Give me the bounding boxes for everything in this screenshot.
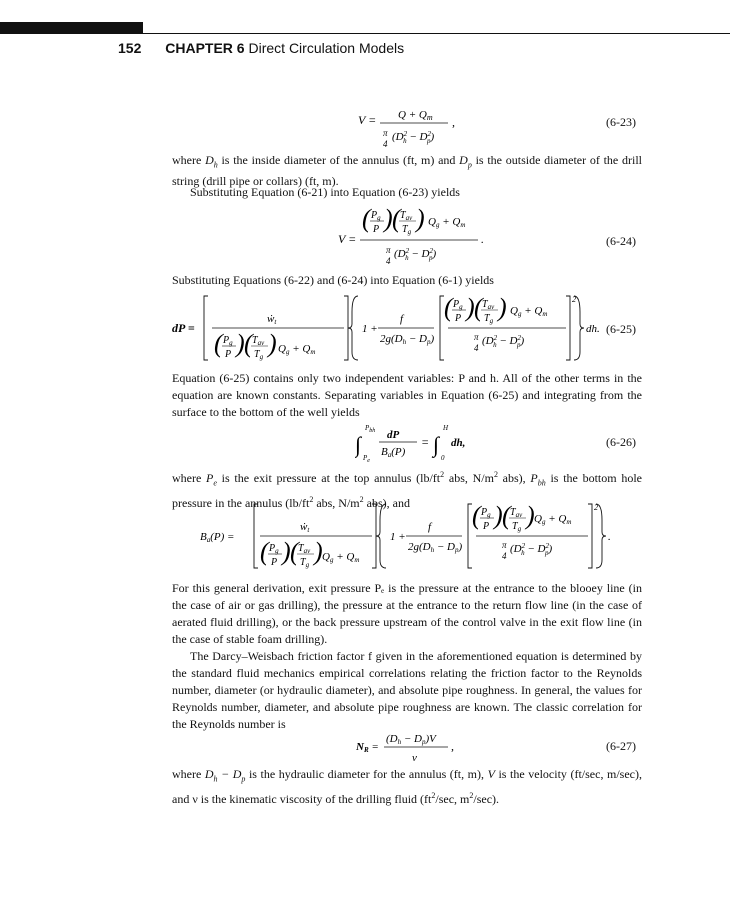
svg-text:Tav: $T_{av}$ [298, 543, 311, 555]
paragraph-independent-variables: Equation (6-25) contains only two independent variables: P and h. All of the other terms in the equation are known constants. Separating variables in Equation (6-25) and integrating from the surface to the bottom of the well yields [172, 371, 642, 419]
chapter-title: Direct Circulation Models [248, 40, 405, 56]
svg-text:Q + Qm: Q + Qm [398, 109, 433, 122]
svg-text:(D2h − D2p): ($D^2$ $h - D^2$ p) [482, 334, 525, 349]
paragraph-substituting-6-21: Substituting Equation (6-21) into Equation (6-23) yields [190, 185, 460, 199]
equation-6-24 [338, 205, 488, 267]
svg-text:Pg: $P_g$ [223, 335, 233, 347]
svg-text:.: . [481, 232, 484, 246]
equation-6-23 [358, 106, 468, 156]
svg-text:Qg + Qm: Qg + Qm [428, 216, 466, 229]
svg-text:dh.: dh. [586, 323, 600, 335]
svg-text:(: ( [260, 537, 269, 566]
running-header [118, 40, 404, 56]
paragraph-substituting-6-22: Substituting Equations (6-22) and (6-24) into Equation (6-1) yields [172, 273, 494, 287]
svg-text:1 +: 1 + [362, 323, 378, 335]
svg-text:(: ( [472, 501, 481, 530]
svg-text:Qg + Qm: Qg + Qm [510, 305, 548, 318]
equation-number-6-24: (6-24) [606, 234, 636, 248]
svg-text:∫: ∫ [355, 432, 362, 457]
equation-number-6-26: (6-26) [606, 435, 636, 449]
paragraph-general-derivation: For this general derivation, exit pressure Pₑ is the pressure at the entrance to the blooey line (in the case of air or gas drilling), the pressure at the entrance to the return flow line (in the case of aerated fluid drilling), or the back pressure upstream of the control valve in the exit flow line (in the case of stable foam drilling). [172, 581, 642, 646]
svg-text:P: P [271, 557, 278, 568]
svg-text:(: ( [362, 205, 371, 233]
svg-text:π: π [386, 245, 391, 255]
page-number: 152 [118, 40, 142, 56]
svg-text:P: P [483, 521, 490, 532]
equation-6-26 [355, 422, 475, 462]
svg-text:(D2h − D2p): ($D^2$ $h - D^2$ p) [394, 247, 437, 262]
svg-text:π: π [474, 332, 479, 342]
svg-text:P: P [225, 349, 232, 360]
svg-text:P: P [373, 224, 380, 235]
paragraph-definitions-dh-dp: where $D_h$ is the inside diameter of the annulus (ft, m) and $D_p$ is the outside diameter of the drill string (drill pipe or collars) (ft, m). [172, 153, 642, 189]
svg-text:(: ( [392, 205, 401, 233]
svg-text:Ba(P) =: Ba(P) = [200, 531, 235, 544]
svg-text:2: 2 [572, 295, 576, 304]
svg-text:Tg: $T_g$ [512, 521, 522, 533]
svg-text:): ) [416, 205, 425, 233]
svg-text:,: , [452, 115, 455, 129]
svg-text:NR =: NR = [356, 741, 379, 754]
svg-text:ẇt: ẇt [267, 313, 277, 326]
svg-text:f: f [400, 313, 404, 325]
paragraph-exit-pressure-definition: where $P_e$ is the exit pressure at the top annulus ($lb/ft^2$ abs, $N/m^2$ abs), $P_{bh}$ is the bottom hole pressure in the annulus ($lb/ft^2$ abs, $N/m^2$ abs), and [172, 470, 642, 511]
svg-text:Pbh: Pbh [365, 424, 376, 434]
svg-text:Qg + Qm: Qg + Qm [278, 343, 316, 356]
header-rule [143, 33, 730, 34]
svg-text:(Dh − Dp)V: (Dh − Dp)V [386, 733, 436, 746]
svg-text:): ) [498, 293, 507, 322]
svg-text:(D2h − D2p): ($D^2$ $h - D^2$ p) [392, 130, 435, 145]
svg-text:,: , [451, 739, 454, 753]
svg-text:Qg + Qm: Qg + Qm [534, 513, 572, 526]
chapter-label: CHAPTER 6 [165, 40, 245, 56]
svg-text:2g(Dh − Dp): 2g(Dh − Dp) [408, 541, 463, 554]
svg-text:=: = [421, 435, 430, 449]
svg-text:Tg: $T_g$ [300, 557, 310, 569]
svg-text:0: 0 [441, 454, 445, 462]
svg-text:(: ( [444, 293, 453, 322]
svg-text:): ) [384, 205, 393, 233]
equation-number-6-23: (6-23) [606, 115, 636, 129]
svg-text:1 +: 1 + [390, 531, 406, 543]
svg-text:Tg: $T_g$ [484, 313, 494, 325]
paragraph-hydraulic-diameter: where $D_h - D_p$ is the hydraulic diameter for the annulus (ft, m), V is the velocity (ft/sec, m/sec), and ν is the kinematic viscosity of the drilling fluid ($ft^2/\sec$, $m^2/\sec$). [172, 767, 642, 807]
svg-text:Pg: $P_g$ [371, 210, 381, 222]
svg-text:): ) [314, 537, 323, 566]
header-bar [0, 22, 143, 34]
svg-text:f: f [428, 521, 432, 533]
svg-text:H: H [443, 424, 449, 432]
svg-text:Tg: $T_g$ [402, 224, 412, 236]
svg-text:Pg: $P_g$ [453, 299, 463, 311]
svg-text:ẇt: ẇt [300, 521, 310, 534]
svg-text:dP: dP [387, 429, 400, 441]
svg-text:(: ( [244, 329, 253, 358]
svg-text:): ) [526, 501, 535, 530]
svg-text:Tg: $T_g$ [254, 349, 264, 361]
svg-text:): ) [236, 329, 245, 358]
svg-text:V =: V = [338, 232, 357, 246]
svg-text:Pg: $P_g$ [481, 507, 491, 519]
svg-text:): ) [494, 501, 503, 530]
svg-text:2g(Dh − Dp): 2g(Dh − Dp) [380, 333, 435, 346]
equation-6-25 [172, 292, 612, 364]
svg-text:π: π [502, 540, 507, 550]
svg-text:Tav: $T_{av}$ [482, 299, 495, 311]
equation-ba-p [200, 500, 620, 572]
svg-text:(D2h − D2p): ($D^2$ $h - D^2$ p) [510, 542, 553, 557]
svg-text:Tav: $T_{av}$ [400, 210, 413, 222]
svg-text:): ) [282, 537, 291, 566]
svg-text:4: 4 [474, 343, 479, 353]
svg-text:dP =: dP = [172, 321, 195, 335]
equation-number-6-27: (6-27) [606, 739, 636, 753]
svg-text:4: 4 [502, 551, 507, 561]
svg-text:Pg: $P_g$ [269, 543, 279, 555]
svg-text:Qg + Qm: Qg + Qm [322, 551, 360, 564]
svg-text:): ) [268, 329, 277, 358]
svg-text:(: ( [214, 329, 223, 358]
svg-text:(: ( [474, 293, 483, 322]
svg-text:Ba(P): Ba(P) [381, 446, 406, 459]
svg-text:4: 4 [383, 139, 388, 149]
svg-text:Tav: $T_{av}$ [252, 335, 265, 347]
paragraph-darcy-weisbach: The Darcy–Weisbach friction factor f given in the aforementioned equation is determined by the standard fluid mechanics empirical correlations relating the friction factor to the Reynolds number, diameter (or hydraulic diameter), and absolute pipe roughness. In general, the values for Reynolds number, diameter, and absolute pipe roughness are known. The classic correlation for the Reynolds number is [172, 649, 642, 731]
svg-text:(: ( [290, 537, 299, 566]
svg-text:π: π [383, 128, 388, 138]
svg-text:∫: ∫ [433, 432, 440, 457]
svg-text:Pe: Pe [363, 454, 370, 462]
svg-text:(: ( [502, 501, 511, 530]
svg-text:): ) [466, 293, 475, 322]
equation-6-27 [356, 730, 466, 766]
equation-number-6-25: (6-25) [606, 322, 636, 336]
svg-text:2: 2 [594, 503, 598, 512]
svg-text:P: P [455, 313, 462, 324]
svg-text:.: . [608, 531, 611, 543]
svg-text:ν: ν [412, 752, 417, 764]
svg-text:dh,: dh, [451, 437, 466, 449]
svg-text:V =: V = [358, 113, 377, 127]
svg-text:Tav: $T_{av}$ [510, 507, 523, 519]
svg-text:4: 4 [386, 256, 391, 266]
